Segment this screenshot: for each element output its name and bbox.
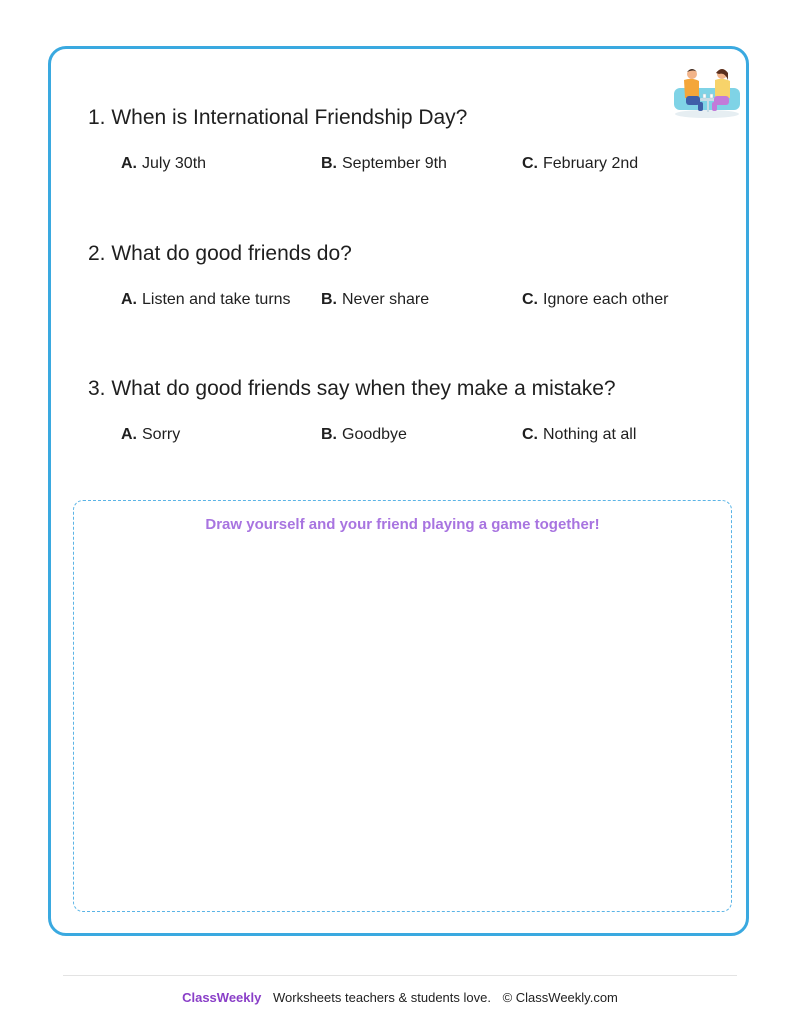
answer-options	[88, 426, 728, 450]
option-text: Never share	[342, 291, 430, 308]
option-c[interactable]	[522, 426, 636, 444]
question-2	[88, 241, 728, 315]
option-letter: A.	[121, 426, 137, 443]
option-letter: A.	[121, 291, 137, 308]
question-1	[88, 105, 728, 179]
answer-options	[88, 291, 728, 315]
option-letter: C.	[522, 155, 538, 172]
option-c[interactable]	[522, 155, 638, 173]
footer-tagline: Worksheets teachers & students love.	[272, 990, 491, 1005]
footer-brand: ClassWeekly	[182, 990, 262, 1005]
option-letter: B.	[321, 155, 337, 172]
option-text: Goodbye	[342, 426, 407, 443]
option-text: July 30th	[142, 155, 207, 172]
option-a[interactable]	[121, 426, 180, 444]
option-text: Nothing at all	[543, 426, 637, 443]
option-letter: B.	[321, 426, 337, 443]
option-text: Listen and take turns	[142, 291, 291, 308]
question-text: 2. What do good friends do?	[88, 242, 352, 265]
option-letter: B.	[321, 291, 337, 308]
drawing-area[interactable]	[73, 500, 732, 912]
drawing-prompt: Draw yourself and your friend playing a game together!	[205, 516, 600, 533]
option-letter: A.	[121, 155, 137, 172]
option-letter: C.	[522, 291, 538, 308]
option-a[interactable]	[121, 155, 206, 173]
footer-divider	[63, 975, 737, 976]
option-text: Sorry	[142, 426, 181, 443]
option-letter: C.	[522, 426, 538, 443]
question-text: 3. What do good friends say when they make a mistake?	[88, 377, 616, 400]
footer-copyright: © ClassWeekly.com	[502, 990, 618, 1005]
footer	[0, 990, 800, 1005]
option-text: Ignore each other	[543, 291, 669, 308]
answer-options	[88, 155, 728, 179]
option-a[interactable]	[121, 291, 291, 309]
option-b[interactable]	[321, 426, 407, 444]
option-b[interactable]	[321, 155, 447, 173]
option-b[interactable]	[321, 291, 429, 309]
question-3	[88, 376, 728, 450]
option-text: September 9th	[342, 155, 447, 172]
question-text: 1. When is International Friendship Day?	[88, 106, 468, 129]
option-c[interactable]	[522, 291, 668, 309]
option-text: February 2nd	[543, 155, 639, 172]
